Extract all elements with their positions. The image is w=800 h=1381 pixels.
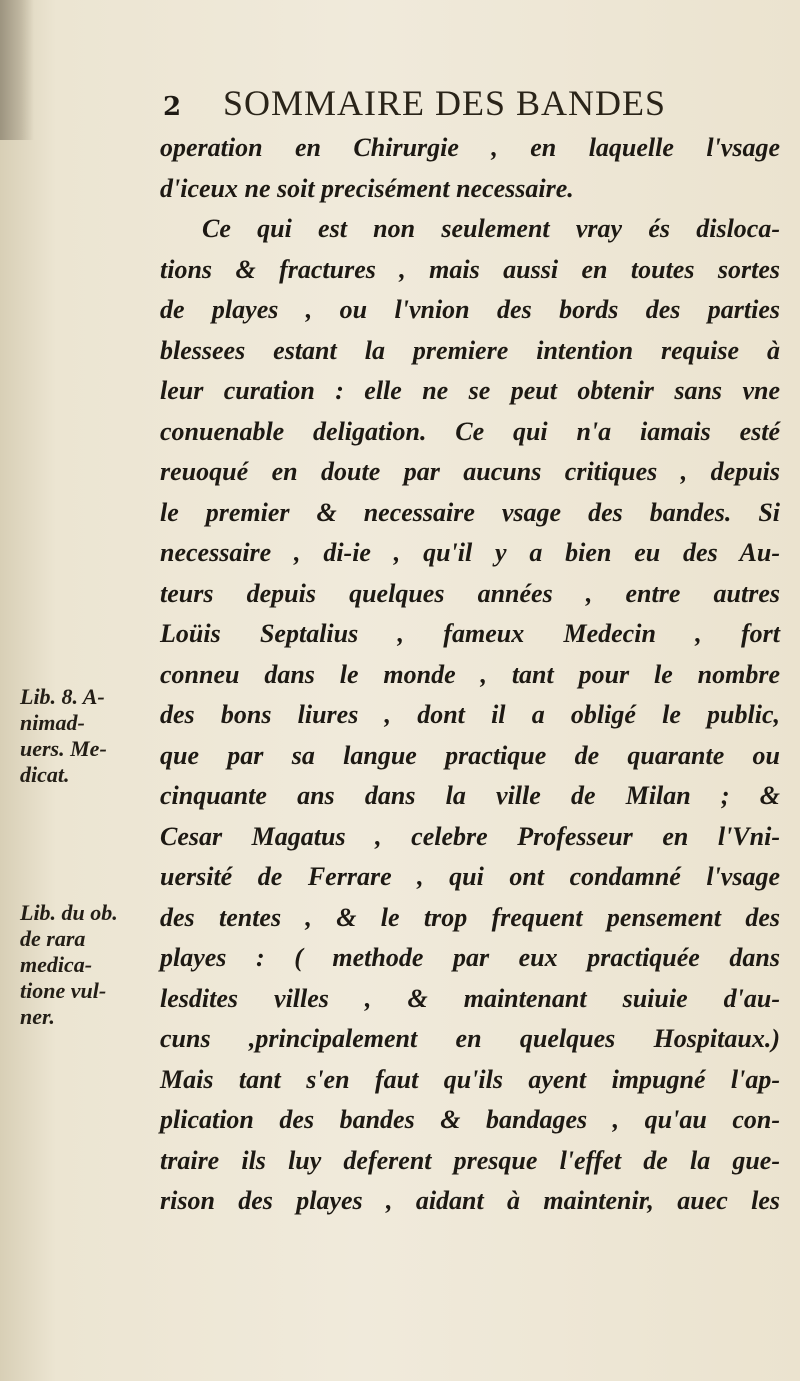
margin-note-line: ner. bbox=[20, 1004, 55, 1029]
body-text bbox=[160, 128, 780, 1222]
text-line: uersité de Ferrare , qui ont condamné l'vsage bbox=[160, 862, 780, 891]
margin-note-line: uers. Me- bbox=[20, 736, 107, 761]
binding-shadow bbox=[0, 0, 34, 140]
text-line: necessaire , di-ie , qu'il y a bien eu des Au- bbox=[160, 538, 780, 567]
text-line: le premier & necessaire vsage des bandes. Si bbox=[160, 497, 780, 527]
text-line: que par sa langue practique de quarante ou bbox=[160, 740, 780, 770]
text-line: tions & fractures , mais aussi en toutes sortes bbox=[160, 254, 780, 284]
margin-note-line: Lib. 8. A- bbox=[20, 684, 105, 709]
text-line: leur curation : elle ne se peut obtenir sans vne bbox=[160, 376, 780, 405]
margin-note-line: de rara bbox=[20, 926, 86, 951]
text-line: blessees estant la premiere intention requise à bbox=[160, 335, 780, 365]
margin-note-magatus bbox=[20, 900, 155, 1030]
text-line: reuoqué en doute par aucuns critiques , depuis bbox=[160, 457, 780, 486]
text-line: Ce qui est non seulement vray és disloca- bbox=[202, 214, 780, 243]
text-line: cuns ,principalement en quelques Hospitaux.) bbox=[160, 1024, 780, 1053]
text-line: de playes , ou l'vnion des bords des parties bbox=[160, 295, 780, 324]
text-line: playes : ( methode par eux practiquée dans bbox=[160, 943, 780, 972]
margin-note-line: dicat. bbox=[20, 762, 70, 787]
page-header bbox=[163, 82, 763, 130]
text-line: cinquante ans dans la ville de Milan ; & bbox=[160, 781, 780, 810]
text-line: Loüis Septalius , fameux Medecin , fort bbox=[160, 619, 780, 648]
text-line: conuenable deligation. Ce qui n'a iamais esté bbox=[160, 416, 780, 446]
text-line: operation en Chirurgie , en laquelle l'vsage bbox=[160, 133, 780, 162]
text-line: des tentes , & le trop frequent pensement des bbox=[160, 902, 780, 932]
text-line: teurs depuis quelques années , entre autres bbox=[160, 578, 780, 608]
text-line: plication des bandes & bandages , qu'au con- bbox=[160, 1105, 780, 1134]
text-line: Mais tant s'en faut qu'ils ayent impugné l'ap- bbox=[160, 1064, 780, 1094]
text-line: des bons liures , dont il a obligé le public, bbox=[160, 700, 780, 729]
text-line: Cesar Magatus , celebre Professeur en l'Vni- bbox=[160, 821, 780, 851]
text-line: conneu dans le monde , tant pour le nombre bbox=[160, 659, 780, 689]
page-number: 2 bbox=[163, 92, 182, 122]
margin-note-line: Lib. du ob. bbox=[20, 900, 118, 925]
text-line: traire ils luy deferent presque l'effet de la gue- bbox=[160, 1145, 780, 1175]
margin-note-line: nimad- bbox=[20, 710, 85, 735]
text-line: d'iceux ne soit precisément necessaire. bbox=[160, 173, 574, 203]
margin-note-line: medica- bbox=[20, 952, 93, 977]
margin-note-line: tione vul- bbox=[20, 978, 107, 1003]
text-line: lesdites villes , & maintenant suiuie d'au- bbox=[160, 983, 780, 1013]
margin-note-septalius bbox=[20, 684, 155, 788]
running-title: SOMMAIRE DES BANDES bbox=[223, 83, 667, 123]
text-line: rison des playes , aidant à maintenir, auec les bbox=[160, 1186, 780, 1215]
